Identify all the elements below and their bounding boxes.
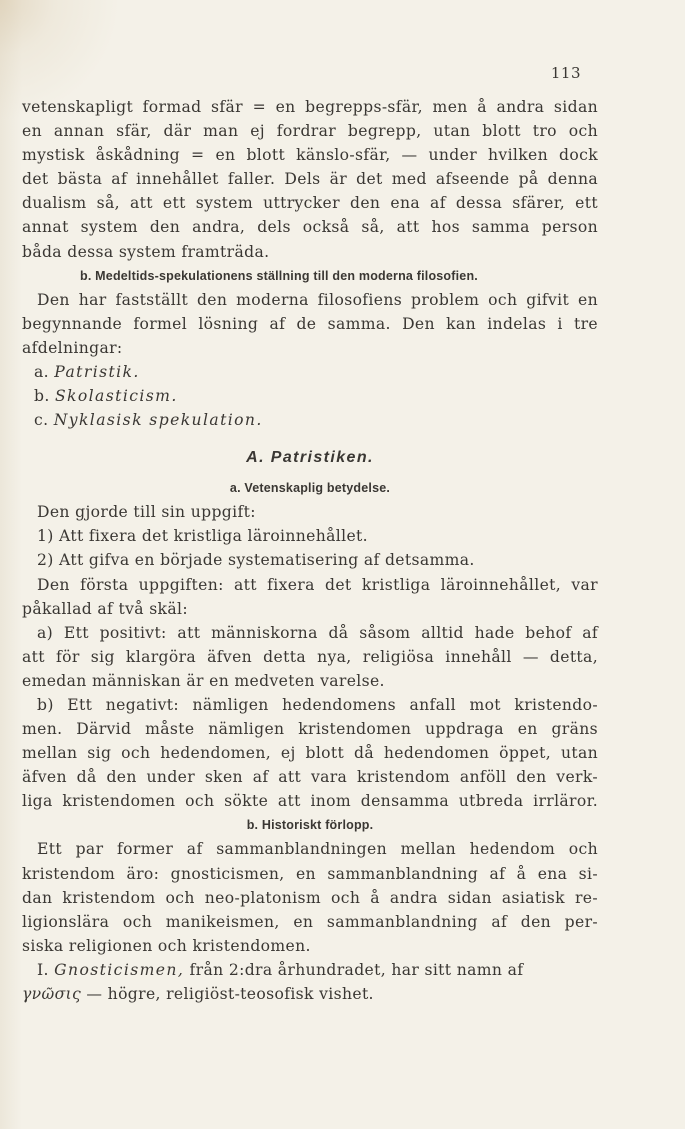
text-line: annat system den andra, dels också så, att hos samma person	[22, 218, 598, 237]
text-line: vetenskapligt formad sfär = en begrepps-sfär, men å andra sidan	[22, 98, 598, 116]
text-line: Den har fastställt den moderna filosofiens problem och gifvit en	[37, 290, 598, 309]
list-prefix: a.	[34, 362, 49, 381]
subheading-medieval: b. Medeltids-spekulationens ställning till den moderna filosofien.	[80, 268, 478, 283]
text-line: Den första uppgiften: att fixera det kristliga läroinnehållet, var	[37, 575, 598, 594]
text-segment: från 2:dra århundradet, har sitt namn af	[189, 960, 524, 979]
text-line: dualism så, att ett system uttrycker den ena af dessa sfärer, ett	[22, 194, 598, 213]
text-segment: — högre, religiöst-teosofisk vishet.	[86, 985, 374, 1003]
text-line	[22, 958, 598, 982]
greek-word: γνῶσις	[22, 985, 82, 1003]
list-label: Nyklasisk spekulation.	[53, 411, 263, 430]
text-line: dan kristendom och neo-platonism och å andra sidan asiatisk re-	[22, 888, 598, 907]
text-line: att för sig klargöra äfven detta nya, religiösa innehåll — detta,	[22, 647, 598, 666]
list-label: Patristik.	[54, 362, 140, 381]
text-line: emedan människan är en medveten varelse.	[22, 671, 385, 690]
text-line: men. Därvid måste nämligen kristendomen uppdraga en gräns	[22, 720, 598, 739]
subheading-history: b. Historiskt förlopp.	[246, 818, 374, 833]
text-line: en annan sfär, där man ej fordrar begrepp, utan blott tro och	[22, 122, 598, 141]
text-line: Ett par former af sammanblandningen mellan hedendom och	[37, 840, 598, 859]
body-text	[22, 95, 598, 1006]
text-line: äfven då den under sken af att vara kristendom anföll den verk-	[22, 768, 598, 787]
text-line: 2) Att gifva en började systematisering af detsamma.	[37, 551, 475, 570]
text-line: kristendom äro: gnosticismen, en sammanblandning af å ena si-	[22, 864, 598, 883]
numeral: I.	[37, 960, 49, 979]
text-line: mystisk åskådning = en blott känslo-sfär, — under hvilken dock	[22, 146, 598, 165]
page-number: 113	[550, 64, 581, 82]
text-line: afdelningar:	[22, 338, 123, 357]
list-item	[22, 384, 598, 408]
text-line: mellan sig och hedendomen, ej blott då hedendomen öppet, utan	[22, 744, 598, 763]
text-line: siska religionen och kristendomen.	[22, 936, 311, 955]
text-line: ligionslära och manikeismen, en sammanblandning af den per-	[22, 912, 598, 931]
list-prefix: c.	[34, 411, 49, 430]
text-line: 1) Att fixera det kristliga läroinnehållet.	[37, 527, 368, 546]
italic-term: Gnosticismen,	[54, 960, 185, 979]
text-line	[22, 982, 598, 1006]
text-line: liga kristendomen och sökte att inom densamma utbreda irrläror.	[22, 792, 598, 811]
text-line: b) Ett negativt: nämligen hedendomens anfall mot kristendo-	[37, 695, 598, 714]
text-line: båda dessa system framträda.	[22, 242, 270, 261]
list-item	[22, 360, 598, 384]
list-item	[22, 408, 598, 432]
list-prefix: b.	[34, 387, 50, 406]
text-line: begynnande formel lösning af de samma. Den kan indelas i tre	[22, 314, 598, 333]
text-line: a) Ett positivt: att människorna då såsom alltid hade behof af	[37, 623, 598, 642]
list-label: Skolasticism.	[54, 387, 178, 406]
section-title: A. Patristiken.	[246, 449, 374, 467]
text-line: Den gjorde till sin uppgift:	[37, 503, 256, 522]
subheading-scientific: a. Vetenskaplig betydelse.	[229, 481, 391, 496]
text-line: påkallad af två skäl:	[22, 599, 188, 618]
text-line: det bästa af innehållet faller. Dels är det med afseende på denna	[22, 170, 598, 189]
